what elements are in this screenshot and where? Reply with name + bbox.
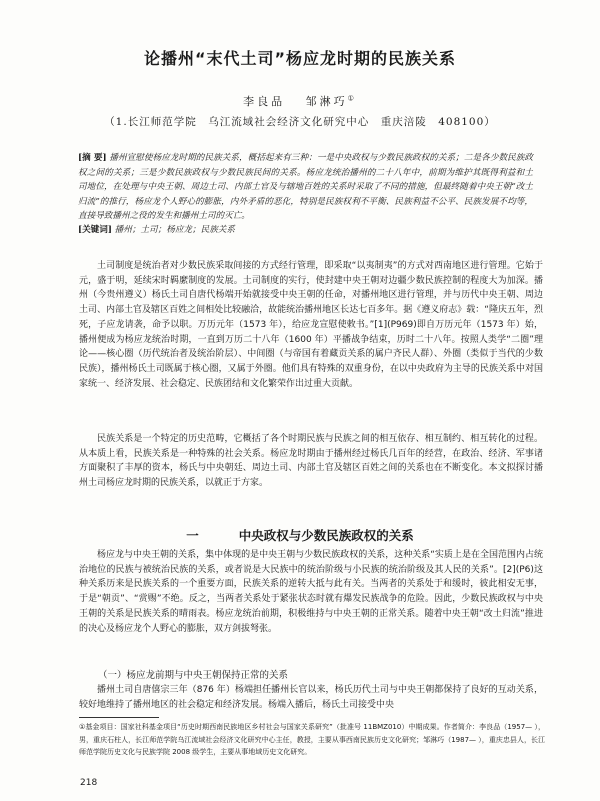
body-paragraph-4 (79, 683, 543, 712)
abstract-label: [摘 要] (78, 153, 107, 163)
section-heading (0, 526, 600, 544)
author-line (0, 93, 600, 109)
paragraph-text: 杨应龙与中央王朝的关系，集中体现的是中央王朝与少数民族政权的关系，这种关系“实质上是在全国范围内占统治地位的民族与被统治民族的关系，或者说是大民族中的统治阶级与小民族的统治阶级及其人民的关系”。[2](P6)这种关系历来是民族关系的一个重要方面，民族关系的逆转大抵与此有关。当两者的关系处于和缓时，彼此相安无事，于是“朝贡”、“赏赐”不绝。反之，当两者关系处于紧张状态时就有爆发民族战争的危险。因此，少数民族政权与中央王朝的关系是民族关系的晴雨表。杨应龙统治前期，积极维持与中央王朝的正常关系。随着中央王朝“改土归流”推进的决心及杨应龙个人野心的膨胀，双方剑拔弩张。 (79, 550, 543, 634)
footnote: ①基金项目：国家社科基金项目“历史时期西南民族地区乡村社会与国家关系研究”（批准号 11BMZ010）中期成果。作者简介：李良品（1957— ），男，重庆石柱人，长江师范学院乌江流域社会经济文化研究中心主任，教授，主要从事西南民族历史文化研究；邹淋巧（1987— ），重庆忠县人，长江师范学院历史文化与民族学院 2008 级学生，主要从事地域历史文化研究。 (79, 723, 545, 756)
paragraph-text: 民族关系是一个特定的历史范畴，它概括了各个时期民族与民族之间的相互依存、相互制约、相互转化的过程。从本质上看，民族关系是一种特殊的社会关系。杨应龙时期由于播州经过杨氏几百年的经营，在政治、经济、军事诸方面聚积了丰厚的资本，杨氏与中央朝廷、周边土司、内部土官及辖区百姓之间的关系也在不断变化。本文拟探讨播州土司杨应龙时期的民族关系，以就正于方家。 (79, 434, 543, 489)
affiliation: （1.长江师范学院 乌江流域社会经济文化研究中心 重庆涪陵 408100） (104, 116, 496, 128)
subsection-heading: （一）杨应龙前期与中央王朝保持正常的关系 (98, 670, 289, 681)
section-title: 中央政权与少数民族政权的关系 (238, 528, 414, 543)
abstract (78, 151, 533, 224)
body-paragraph-1 (79, 259, 543, 391)
page-number: 218 (80, 778, 98, 788)
keywords (78, 223, 533, 237)
section-number: 一 (186, 528, 199, 543)
paragraph-text: 播州土司自唐僖宗三年（876 年）杨端担任播州长官以来，杨氏历代土司与中央王朝都保持了良好的互动关系，较好地维持了播州地区的社会稳定和经济发展。杨端入播后，杨氏土司接受中央 (79, 685, 543, 710)
abstract-text: 播州宣慰使杨应龙时期的民族关系，概括起来有三种：一是中央政权与少数民族政权的关系；二是各少数民族政权之间的关系；三是少数民族政权与少数民族民间的关系。杨应龙统治播州的二十八年中，前期为维护其既得利益和土司地位，在处理与中央王朝、周边土司、内部土官及与辖地百姓的关系时采取了不同的措施，但最终随着中央王朝“改土归流”的推行，杨应龙个人野心的膨胀，内外矛盾的恶化，特别是民族权利不平衡、民族利益不公平、民族发展不均等，直接导致播州之役的发生和播州土司的灭亡。 (78, 153, 533, 222)
paragraph-text: 土司制度是统治者对少数民族采取间接的方式经行管理，即采取“以夷制夷”的方式对西南地区进行管理。它始于元，盛于明，延续宋时羁縻制度的发展。土司制度的实行，使封建中央王朝对边疆少数民族控制的程度大为加深。播州（今贵州遵义）杨氏土司自唐代杨端开始就接受中央王朝的任命，对播州地区进行管理，并与历代中央王朝、周边土司、内部土官及辖区百姓之间相处比较融洽，故能统治播州地区长达七百多年。据《遵义府志》载：“隆庆五年，烈死，子应龙请袭，命予以职。万历元年（1573 年），给应龙宣慰使敕书。”[1](P969)即自万历元年（1573 年）始，播州便成为杨应龙统治时期，一直到万历二十八年（1600 年）平播战争结束，历时二十八年。按照人类学“二圈”理论——核心圈（历代统治者及统治阶层）、中间圈（与帝国有着藏贡关系的属户齐民人群）、外圈（类似于当代的少数民族），播州杨氏土司既属于核心圈，又属于外圈。他们具有特殊的双重身份，在以中央政府为主导的民族关系中对国家统一、经济发展、社会稳定、民族团结和文化繁荣作出过重大贡献。 (79, 261, 543, 389)
body-paragraph-3 (79, 548, 543, 636)
body-paragraph-2 (79, 432, 543, 491)
footnote-divider (79, 717, 159, 718)
keywords-text: 播州；土司；杨应龙；民族关系 (114, 225, 235, 235)
author-footnote-mark: ① (347, 94, 357, 103)
keywords-label: [关键词] (78, 225, 112, 235)
author-names: 李良品 邹淋巧 (243, 95, 348, 108)
article-title: 论播州“末代土司”杨应龙时期的民族关系 (143, 49, 457, 68)
